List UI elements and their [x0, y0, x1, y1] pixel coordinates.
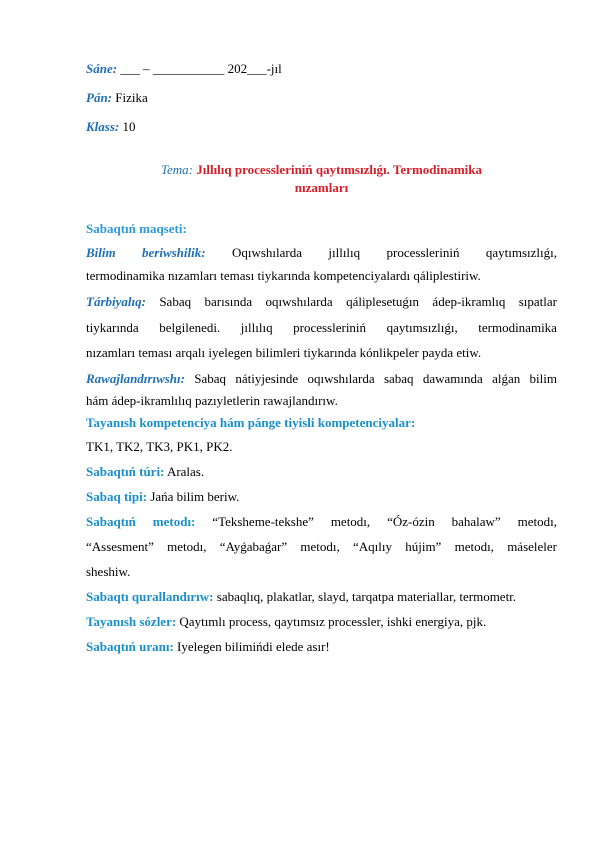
competencies-value: TK1, TK2, TK3, PK1, PK2.	[86, 439, 233, 454]
word: metodı,	[330, 514, 371, 529]
methods-text-2	[86, 539, 557, 555]
word: termodinamika	[478, 320, 557, 335]
word: oqıwshılarda	[265, 294, 333, 309]
knowledge-text-2: termodinamika nızamları teması tiykarında kompetenciyalardı qáliplestiriw.	[86, 268, 481, 283]
word: processleriniń	[386, 245, 460, 260]
word: metodı,	[300, 539, 340, 554]
word: metodı,	[167, 539, 207, 554]
methods-text-3: sheshiw.	[86, 564, 131, 579]
class-label: Klass:	[86, 119, 120, 134]
word: jıllılıq	[328, 245, 361, 260]
subject-label: Pán:	[86, 90, 112, 105]
word: Sabaq	[194, 371, 227, 386]
word: hújim”	[405, 539, 442, 554]
upbringing-text-2	[86, 320, 557, 336]
lesson-form-label: Sabaqtıń túri:	[86, 464, 165, 479]
word: Rawajlandırıwshı:	[86, 371, 185, 386]
topic-title-1: Jıllılıq processleriniń qaytımsızlıǵı. Termodinamika	[196, 162, 483, 177]
word: Tárbiyalıq:	[86, 294, 146, 309]
word: sıpatlar	[518, 294, 557, 309]
subject-value: Fizika	[115, 90, 148, 105]
word: metodı,	[454, 539, 494, 554]
word: máseleler	[507, 539, 557, 554]
equipment-label: Sabaqtı qurallandırıw:	[86, 589, 214, 604]
word: Oqıwshılarda	[231, 245, 302, 260]
word: metodı:	[152, 514, 196, 529]
motto-line	[86, 639, 330, 655]
keywords-label: Tayanısh sózler:	[86, 614, 177, 629]
word: tiykarında	[86, 320, 139, 335]
word: qaytımsızlıǵı,	[386, 320, 458, 335]
topic-title-2: nızamları	[294, 180, 349, 195]
motto-label: Sabaqtıń uranı:	[86, 639, 174, 654]
word: oqıwshılarda	[307, 371, 375, 386]
word: sabaq	[383, 371, 414, 386]
word: beriwshilik:	[142, 245, 206, 260]
lesson-type-value: Jańa bilim beriw.	[150, 489, 240, 504]
lesson-form-value: Aralas.	[166, 464, 205, 479]
word: Sabaqtıń	[86, 514, 136, 529]
upbringing-line-1	[86, 294, 557, 310]
word: bilim	[529, 371, 557, 386]
word: ádep-ikramlıq	[432, 294, 506, 309]
class-value: 10	[122, 119, 136, 134]
word: nátiyjesinde	[235, 371, 299, 386]
word: barısında	[204, 294, 253, 309]
word: processleriniń	[293, 320, 367, 335]
word: qaytımsızlıǵı,	[485, 245, 557, 260]
word: bahalaw”	[451, 514, 501, 529]
equipment-value: sabaqlıq, plakatlar, slayd, tarqatpa materiallar, termometr.	[216, 589, 517, 604]
subject-line	[86, 90, 148, 106]
keywords-line	[86, 614, 486, 630]
date-value: ___ – ___________ 202___-jıl	[120, 61, 282, 76]
word: “Assesment”	[86, 539, 154, 554]
word: dawamında	[422, 371, 483, 386]
topic-line-1	[86, 162, 557, 178]
upbringing-text-3: nızamları teması arqalı iyelegen bilimleri tiykarında kónlikpeler payda etiw.	[86, 345, 482, 360]
knowledge-line-1	[86, 245, 557, 261]
topic-label: Tema:	[160, 162, 193, 177]
date-label: Sáne:	[86, 61, 118, 76]
lesson-type-line	[86, 489, 239, 505]
word: “Ayǵabaǵar”	[219, 539, 288, 554]
class-line	[86, 119, 135, 135]
word: qáliplesetuǵın	[346, 294, 420, 309]
word: Sabaq	[159, 294, 192, 309]
date-line	[86, 61, 282, 77]
word: “Óz-ózin	[387, 514, 435, 529]
competencies-heading: Tayanısh kompetenciya hám pánge tiyisli kompetenciyalar:	[86, 415, 416, 430]
word: “Aqılıy	[352, 539, 392, 554]
equipment-line	[86, 589, 516, 605]
word: alǵan	[492, 371, 521, 386]
motto-value: Iyelegen bilimińdi elede asır!	[177, 639, 330, 654]
word: Bilim	[86, 245, 116, 260]
word: jıllılıq	[240, 320, 273, 335]
topic-line-2	[86, 180, 557, 196]
word: metodı,	[517, 514, 557, 529]
word: “Teksheme-tekshe”	[212, 514, 314, 529]
development-text-2: hám ádep-ikramlılıq pazıyletlerin rawajlandırıw.	[86, 393, 338, 408]
methods-line-1	[86, 514, 557, 530]
development-line-1	[86, 371, 557, 387]
word: belgilenedi.	[159, 320, 221, 335]
lesson-type-label: Sabaq tipi:	[86, 489, 148, 504]
lesson-form-line	[86, 464, 204, 480]
goals-heading: Sabaqtıń maqseti:	[86, 221, 187, 236]
keywords-value: Qaytımlı process, qaytımsız processler, ishki energiya, pjk.	[179, 614, 487, 629]
